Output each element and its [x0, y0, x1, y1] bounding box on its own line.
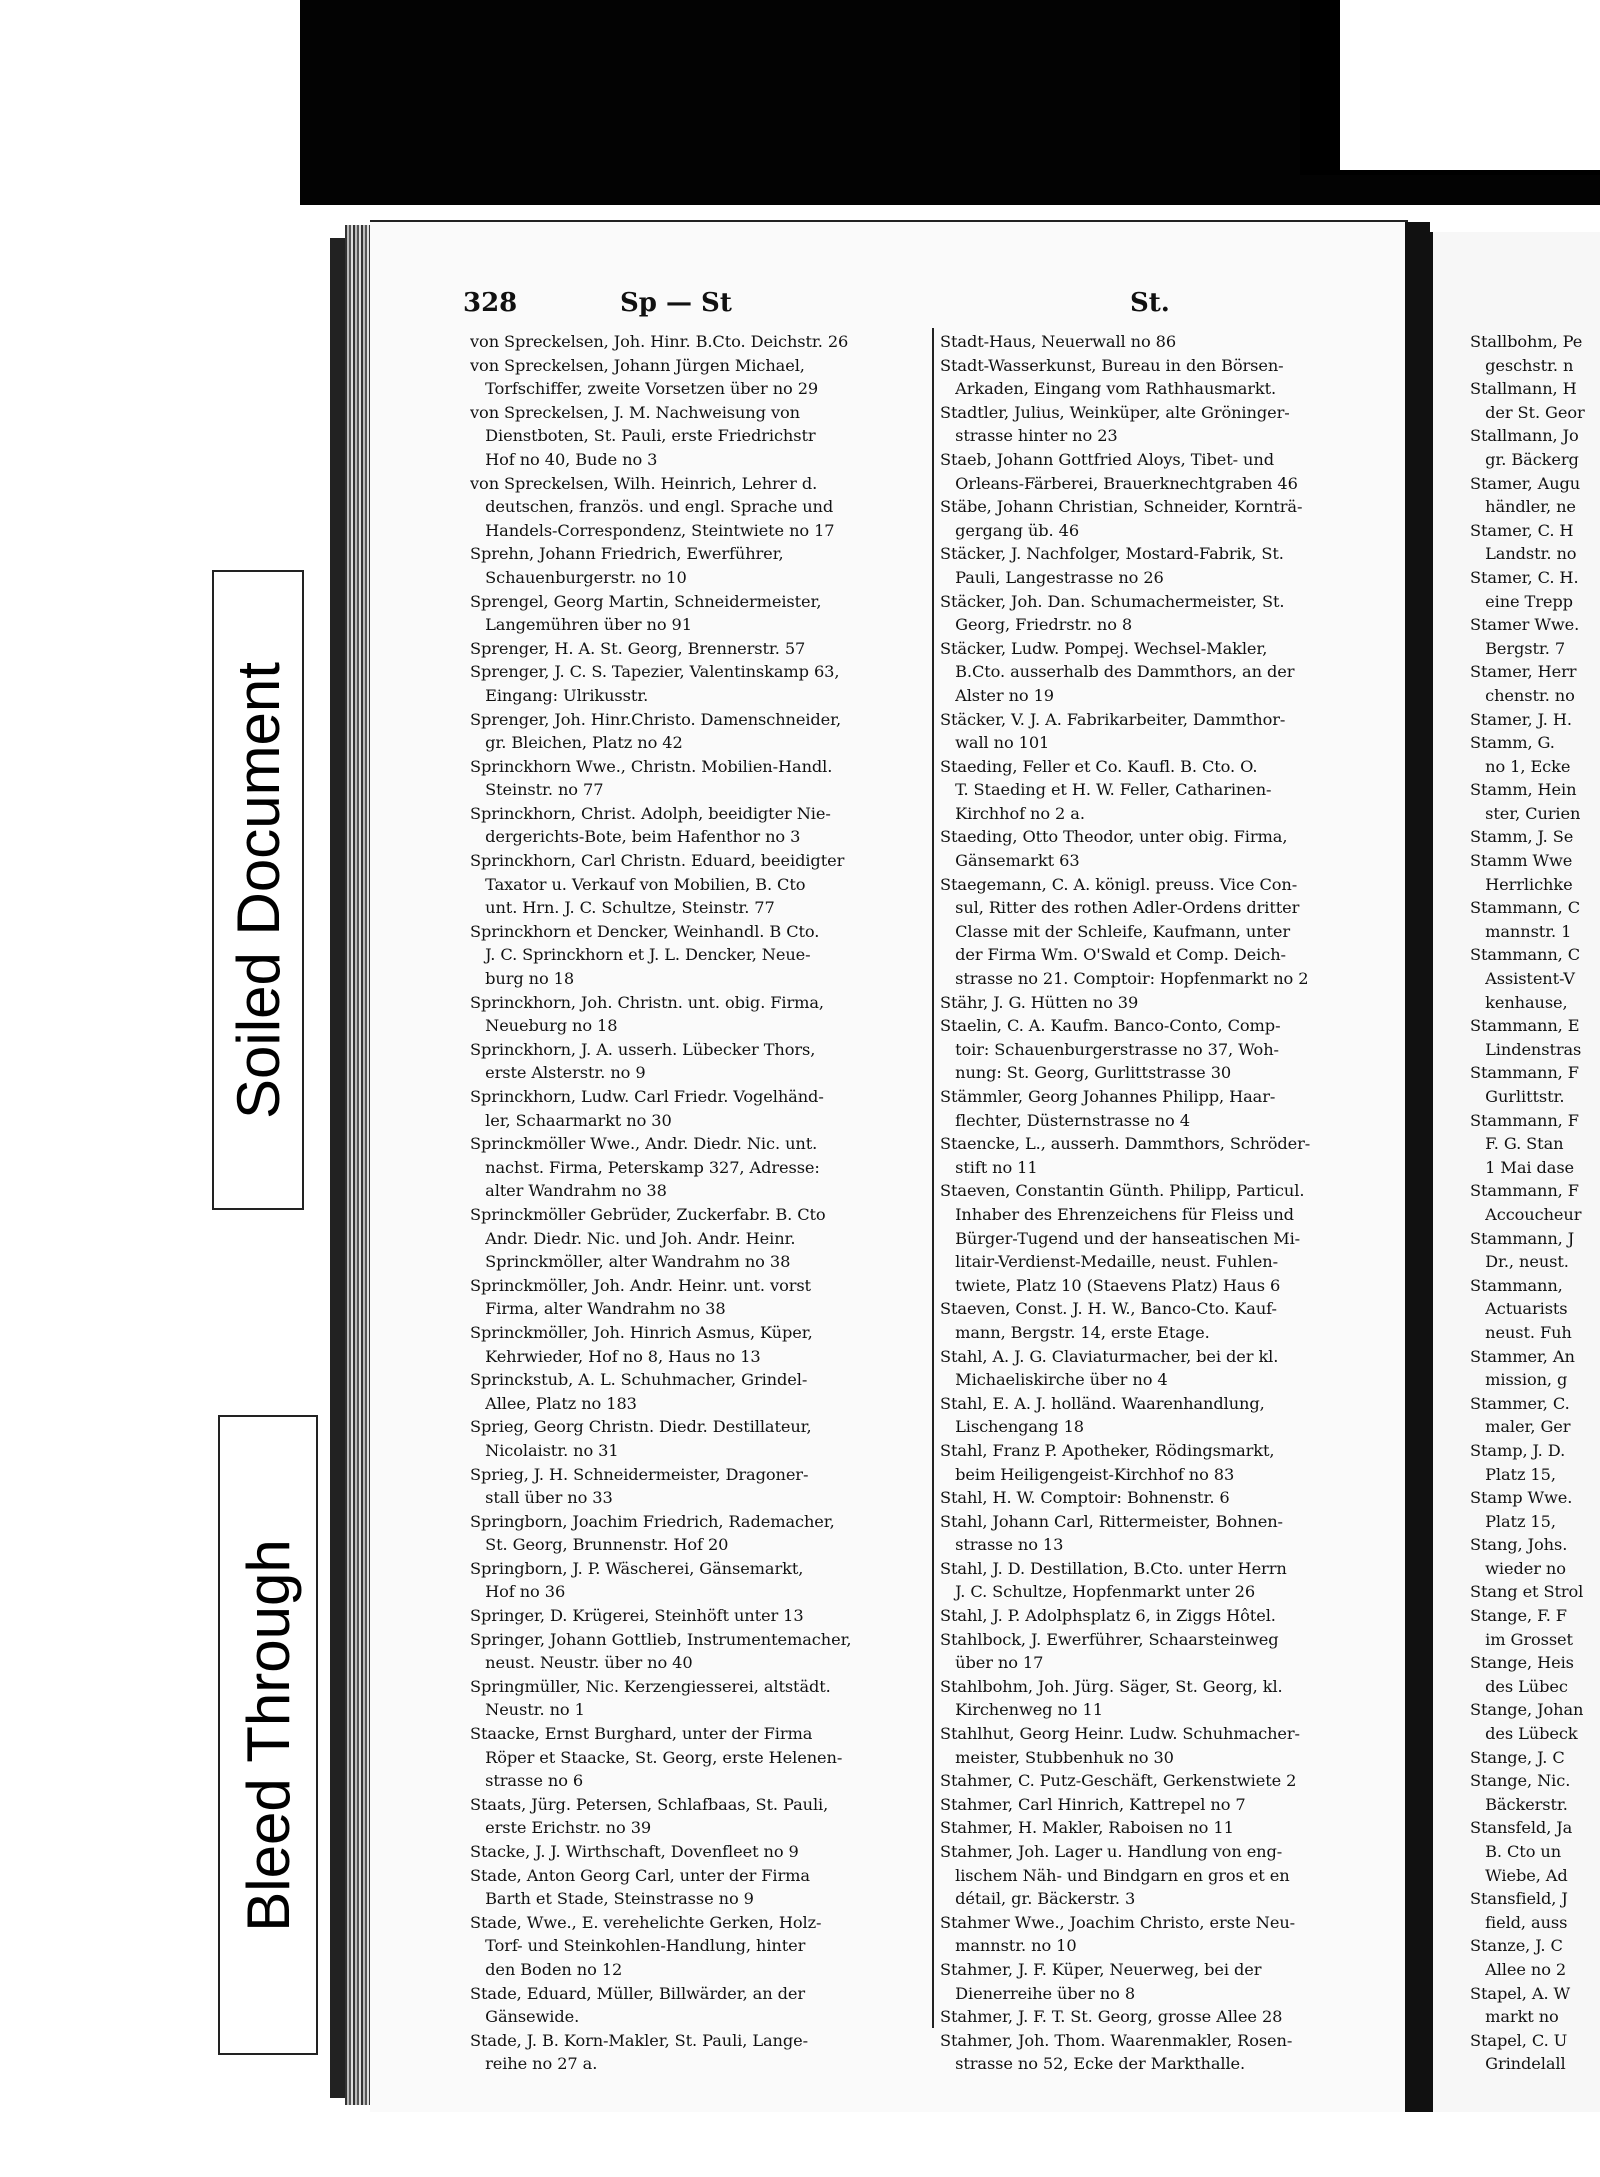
- directory-line: strasse hinter no 23: [940, 426, 1118, 446]
- directory-line: nachst. Firma, Peterskamp 327, Adresse:: [470, 1157, 820, 1177]
- directory-line: Sprieg, J. H. Schneidermeister, Dragoner-: [470, 1464, 809, 1484]
- directory-line: Staelin, C. A. Kaufm. Banco-Conto, Comp-: [940, 1016, 1281, 1036]
- directory-line: Hof no 36: [470, 1582, 566, 1602]
- directory-line: Stange, Nic.: [1470, 1771, 1571, 1791]
- directory-line: Stäcker, V. J. A. Fabrikarbeiter, Dammthor-: [940, 709, 1286, 729]
- directory-line: F. G. Stan: [1470, 1134, 1564, 1154]
- directory-line: erste Erichstr. no 39: [470, 1818, 652, 1838]
- directory-line: Dr., neust.: [1470, 1252, 1569, 1272]
- directory-line: Stade, Eduard, Müller, Billwärder, an der: [470, 1983, 805, 2003]
- directory-line: Lischengang 18: [940, 1417, 1085, 1437]
- directory-line: beim Heiligengeist-Kirchhof no 83: [940, 1464, 1235, 1484]
- directory-line: Sprinckmöller, Joh. Hinrich Asmus, Küper,: [470, 1322, 813, 1342]
- directory-line: Stammann, F: [1470, 1063, 1579, 1083]
- directory-line: strasse no 13: [940, 1535, 1064, 1555]
- directory-line: Stapel, C. U: [1470, 2030, 1568, 2050]
- directory-line: J. C. Schultze, Hopfenmarkt unter 26: [940, 1582, 1256, 1602]
- directory-line: Alster no 19: [940, 685, 1054, 705]
- directory-line: Springborn, J. P. Wäscherei, Gänsemarkt,: [470, 1558, 804, 1578]
- page-number: 328: [463, 288, 518, 318]
- directory-line: Staeven, Constantin Günth. Philipp, Particul.: [940, 1181, 1305, 1201]
- directory-line: Sprinckhorn et Dencker, Weinhandl. B Cto.: [470, 921, 820, 941]
- directory-line: eine Trepp: [1470, 591, 1573, 611]
- directory-line: des Lübeck: [1470, 1724, 1578, 1744]
- directory-line: Stamer, C. H.: [1470, 567, 1579, 587]
- directory-line: gr. Bleichen, Platz no 42: [470, 733, 683, 753]
- directory-line: détail, gr. Bäckerstr. 3: [940, 1889, 1136, 1909]
- directory-line: Kirchenweg no 11: [940, 1700, 1103, 1720]
- directory-line: Schauenburgerstr. no 10: [470, 567, 687, 587]
- directory-line: mannstr. no 10: [940, 1936, 1077, 1956]
- directory-line: Stange, J. C: [1470, 1747, 1565, 1767]
- directory-line: Stanze, J. C: [1470, 1936, 1563, 1956]
- directory-line: lischem Näh- und Bindgarn en gros et en: [940, 1865, 1290, 1885]
- directory-line: geschstr. n: [1470, 355, 1574, 375]
- directory-line: Stahl, J. P. Adolphsplatz 6, in Ziggs Hôtel.: [940, 1606, 1276, 1626]
- directory-line: Stange, Johan: [1470, 1700, 1584, 1720]
- directory-line: Stahl, J. D. Destillation, B.Cto. unter Herrn: [940, 1558, 1287, 1578]
- directory-line: Sprenger, J. C. S. Tapezier, Valentinskamp 63,: [470, 662, 840, 682]
- directory-line: Michaeliskirche über no 4: [940, 1370, 1168, 1390]
- directory-line: Stamer, C. H: [1470, 520, 1574, 540]
- directory-line: Platz 15,: [1470, 1464, 1556, 1484]
- bleed-through-label-text: Bleed Through: [234, 1538, 302, 1932]
- directory-line: Stäcker, J. Nachfolger, Mostard-Fabrik, St.: [940, 544, 1284, 564]
- directory-line: unt. Hrn. J. C. Schultze, Steinstr. 77: [470, 898, 775, 918]
- directory-line: von Spreckelsen, Johann Jürgen Michael,: [470, 355, 805, 375]
- directory-line: ster, Curien: [1470, 803, 1581, 823]
- directory-line: Stahlbock, J. Ewerführer, Schaarsteinweg: [940, 1629, 1279, 1649]
- directory-line: Dienstboten, St. Pauli, erste Friedrichstr: [470, 426, 816, 446]
- directory-line: Stapel, A. W: [1470, 1983, 1571, 2003]
- directory-line: Stahmer, J. F. T. St. Georg, grosse Allee 28: [940, 2007, 1283, 2027]
- directory-line: Stahmer, J. F. Küper, Neuerweg, bei der: [940, 1959, 1262, 1979]
- directory-line: erste Alsterstr. no 9: [470, 1063, 646, 1083]
- directory-line: Staeding, Feller et Co. Kaufl. B. Cto. O.: [940, 756, 1258, 776]
- directory-line: Stadt-Haus, Neuerwall no 86: [940, 332, 1177, 351]
- directory-line: Stahmer, C. Putz-Geschäft, Gerkenstwiete 2: [940, 1771, 1297, 1791]
- directory-line: twiete, Platz 10 (Staevens Platz) Haus 6: [940, 1275, 1281, 1295]
- directory-line: Stamer, J. H.: [1470, 709, 1572, 729]
- column-divider: [932, 328, 934, 2028]
- directory-line: Sprinckstub, A. L. Schuhmacher, Grindel-: [470, 1370, 808, 1390]
- directory-line: Stammann, F: [1470, 1181, 1579, 1201]
- directory-line: Stamm, Hein: [1470, 780, 1577, 800]
- directory-line: Sprieg, Georg Christn. Diedr. Destillateur,: [470, 1417, 812, 1437]
- directory-line: Neueburg no 18: [470, 1016, 618, 1036]
- directory-line: Neustr. no 1: [470, 1700, 585, 1720]
- directory-line: Sprinckmöller, alter Wandrahm no 38: [470, 1252, 791, 1272]
- directory-line: Allee, Platz no 183: [470, 1393, 637, 1413]
- directory-line: Staegemann, C. A. königl. preuss. Vice Con-: [940, 874, 1298, 894]
- directory-line: flechter, Düsternstrasse no 4: [940, 1110, 1190, 1130]
- directory-line: Stang, Johs.: [1470, 1535, 1568, 1555]
- directory-line: Handels-Correspondenz, Steintwiete no 17: [470, 520, 835, 540]
- directory-line: Sprinckhorn, Christ. Adolph, beeidigter Nie-: [470, 803, 831, 823]
- directory-line: Stange, Heis: [1470, 1653, 1574, 1673]
- directory-line: Steinstr. no 77: [470, 780, 604, 800]
- directory-line: der St. Geor: [1470, 402, 1585, 422]
- directory-line: Stahl, A. J. G. Claviaturmacher, bei der kl.: [940, 1346, 1279, 1366]
- directory-line: Barth et Stade, Steinstrasse no 9: [470, 1889, 754, 1909]
- directory-line: Stähr, J. G. Hütten no 39: [940, 992, 1139, 1012]
- directory-line: strasse no 6: [470, 1771, 584, 1791]
- directory-line: Stallbohm, Pe: [1470, 332, 1583, 351]
- directory-line: Kirchhof no 2 a.: [940, 803, 1085, 823]
- directory-line: Sprinckmöller Gebrüder, Zuckerfabr. B. Cto: [470, 1204, 826, 1224]
- directory-line: stall über no 33: [470, 1488, 613, 1508]
- directory-line: gergang üb. 46: [940, 520, 1080, 540]
- directory-line: strasse no 21. Comptoir: Hopfenmarkt no 2: [940, 969, 1309, 989]
- directory-line: Stahlbohm, Joh. Jürg. Säger, St. Georg, kl.: [940, 1676, 1283, 1696]
- directory-line: Stange, F. F: [1470, 1606, 1567, 1626]
- directory-line: Stammer, C.: [1470, 1393, 1570, 1413]
- directory-line: Georg, Friedrstr. no 8: [940, 615, 1133, 635]
- directory-line: reihe no 27 a.: [470, 2054, 598, 2074]
- directory-line: Sprenger, Joh. Hinr.Christo. Damenschneider,: [470, 709, 842, 729]
- directory-line: burg no 18: [470, 969, 575, 989]
- directory-line: Staeb, Johann Gottfried Aloys, Tibet- und: [940, 449, 1274, 469]
- directory-line: Springer, Johann Gottlieb, Instrumentemacher,: [470, 1629, 852, 1649]
- directory-line: St. Georg, Brunnenstr. Hof 20: [470, 1535, 729, 1555]
- directory-line: no 1, Ecke: [1470, 756, 1571, 776]
- directory-line: von Spreckelsen, Joh. Hinr. B.Cto. Deichstr. 26: [470, 332, 849, 351]
- directory-line: markt no: [1470, 2007, 1559, 2027]
- directory-line: Arkaden, Eingang vom Rathhausmarkt.: [940, 379, 1277, 399]
- directory-line: Langemühren über no 91: [470, 615, 692, 635]
- directory-line: Stansfield, J: [1470, 1889, 1568, 1909]
- directory-line: Röper et Staacke, St. Georg, erste Helenen-: [470, 1747, 843, 1767]
- directory-line: wieder no: [1470, 1558, 1566, 1578]
- directory-line: Stahmer, Carl Hinrich, Kattrepel no 7: [940, 1794, 1246, 1814]
- running-header-left: Sp — St: [620, 288, 732, 318]
- directory-line: Sprengel, Georg Martin, Schneidermeister,: [470, 591, 822, 611]
- directory-line: neust. Fuh: [1470, 1322, 1572, 1342]
- directory-line: Staeven, Const. J. H. W., Banco-Cto. Kauf-: [940, 1299, 1277, 1319]
- directory-line: Eingang: Ulrikusstr.: [470, 685, 649, 705]
- directory-column-right-partial: [1470, 330, 1600, 2076]
- soiled-document-label: [212, 570, 304, 1210]
- directory-line: Sprinckhorn, Ludw. Carl Friedr. Vogelhänd-: [470, 1087, 824, 1106]
- directory-line: den Boden no 12: [470, 1959, 623, 1979]
- directory-line: Bäckerstr.: [1470, 1794, 1568, 1814]
- directory-line: Stammer, An: [1470, 1346, 1575, 1366]
- directory-line: Staeding, Otto Theodor, unter obig. Firma,: [940, 827, 1288, 847]
- directory-line: Sprinckhorn, J. A. usserh. Lübecker Thors,: [470, 1039, 816, 1059]
- directory-line: litair-Verdienst-Medaille, neust. Fuhlen-: [940, 1252, 1278, 1272]
- page-gutter: [1405, 222, 1430, 2112]
- directory-line: mann, Bergstr. 14, erste Etage.: [940, 1322, 1210, 1342]
- directory-line: Gurlittstr.: [1470, 1087, 1565, 1106]
- directory-line: Nicolaistr. no 31: [470, 1440, 619, 1460]
- directory-line: Sprehn, Johann Friedrich, Ewerführer,: [470, 544, 784, 564]
- directory-column-middle: [940, 330, 1380, 2076]
- directory-line: Torfschiffer, zweite Vorsetzen über no 29: [470, 379, 819, 399]
- directory-line: Stamm, G.: [1470, 733, 1555, 753]
- directory-line: Stahmer, H. Makler, Raboisen no 11: [940, 1818, 1234, 1838]
- directory-line: Staats, Jürg. Petersen, Schlafbaas, St. Pauli,: [470, 1794, 829, 1814]
- directory-line: Stade, Wwe., E. verehelichte Gerken, Holz-: [470, 1912, 822, 1932]
- running-header-right: St.: [1130, 288, 1170, 318]
- directory-line: chenstr. no: [1470, 685, 1575, 705]
- directory-line: Stade, Anton Georg Carl, unter der Firma: [470, 1865, 810, 1885]
- directory-line: über no 17: [940, 1653, 1044, 1673]
- directory-line: Stahmer, Joh. Thom. Waarenmakler, Rosen-: [940, 2030, 1293, 2050]
- directory-line: B. Cto un: [1470, 1842, 1562, 1861]
- directory-line: Stamp Wwe.: [1470, 1488, 1573, 1508]
- directory-line: Dienerreihe über no 8: [940, 1983, 1136, 2003]
- directory-line: Sprinckhorn Wwe., Christn. Mobilien-Handl.: [470, 756, 833, 776]
- directory-line: neust. Neustr. über no 40: [470, 1653, 693, 1673]
- directory-line: Pauli, Langestrasse no 26: [940, 567, 1164, 587]
- directory-line: Springmüller, Nic. Kerzengiesserei, altstädt.: [470, 1676, 831, 1696]
- directory-line: Stahl, Johann Carl, Rittermeister, Bohnen-: [940, 1511, 1283, 1531]
- directory-line: Classe mit der Schleife, Kaufmann, unter: [940, 921, 1291, 941]
- directory-line: strasse no 52, Ecke der Markthalle.: [940, 2054, 1246, 2074]
- directory-line: des Lübec: [1470, 1676, 1568, 1696]
- directory-line: Stammann, F: [1470, 1110, 1579, 1130]
- directory-line: Wiebe, Ad: [1470, 1865, 1568, 1885]
- directory-line: Stammann, C: [1470, 898, 1581, 918]
- directory-line: Stahmer Wwe., Joachim Christo, erste Neu-: [940, 1912, 1296, 1932]
- directory-line: Sprinckhorn, Carl Christn. Eduard, beeidigter: [470, 851, 845, 871]
- scan-white-gap: [1340, 0, 1600, 170]
- directory-line: von Spreckelsen, J. M. Nachweisung von: [470, 402, 800, 422]
- directory-line: Stamer Wwe.: [1470, 615, 1580, 635]
- directory-line: im Grosset: [1470, 1629, 1573, 1649]
- directory-line: Stahl, E. A. J. holländ. Waarenhandlung,: [940, 1393, 1265, 1413]
- directory-line: wall no 101: [940, 733, 1050, 753]
- directory-line: Stamer, Herr: [1470, 662, 1577, 682]
- directory-line: Accoucheur: [1470, 1204, 1582, 1224]
- directory-line: kenhause,: [1470, 992, 1568, 1012]
- directory-line: T. Staeding et H. W. Feller, Catharinen-: [940, 780, 1272, 800]
- directory-line: sul, Ritter des rothen Adler-Ordens dritter: [940, 898, 1300, 918]
- directory-line: Stahlhut, Georg Heinr. Ludw. Schuhmacher-: [940, 1724, 1300, 1744]
- directory-line: Stamer, Augu: [1470, 473, 1581, 493]
- directory-line: Stahl, H. W. Comptoir: Bohnenstr. 6: [940, 1488, 1230, 1508]
- directory-line: Stade, J. B. Korn-Makler, St. Pauli, Lange-: [470, 2030, 808, 2050]
- directory-line: ler, Schaarmarkt no 30: [470, 1110, 672, 1130]
- directory-line: Stamm Wwe: [1470, 851, 1573, 871]
- directory-line: Allee no 2: [1470, 1959, 1567, 1979]
- directory-line: Assistent-V: [1470, 969, 1575, 989]
- directory-line: Taxator u. Verkauf von Mobilien, B. Cto: [470, 874, 806, 894]
- directory-line: Stammann,: [1470, 1275, 1563, 1295]
- directory-column-left: [470, 330, 928, 2076]
- directory-line: Lindenstras: [1470, 1039, 1582, 1059]
- directory-line: der Firma Wm. O'Swald et Comp. Deich-: [940, 945, 1286, 965]
- directory-line: Stammann, E: [1470, 1016, 1580, 1036]
- directory-line: von Spreckelsen, Wilh. Heinrich, Lehrer d.: [470, 473, 818, 493]
- directory-line: Stallmann, H: [1470, 379, 1577, 399]
- directory-line: Sprinckmöller, Joh. Andr. Heinr. unt. vorst: [470, 1275, 811, 1295]
- directory-line: Stang et Strol: [1470, 1582, 1584, 1602]
- directory-line: mission, g: [1470, 1370, 1568, 1390]
- directory-line: maler, Ger: [1470, 1417, 1571, 1437]
- directory-line: toir: Schauenburgerstrasse no 37, Woh-: [940, 1039, 1279, 1059]
- book-spine: [345, 225, 370, 2105]
- directory-line: Stammann, J: [1470, 1228, 1575, 1248]
- directory-line: Stamp, J. D.: [1470, 1440, 1566, 1460]
- directory-line: Torf- und Steinkohlen-Handlung, hinter: [470, 1936, 806, 1956]
- directory-line: Bergstr. 7: [1470, 638, 1566, 658]
- directory-line: Sprinckhorn, Joh. Christn. unt. obig. Firma,: [470, 992, 824, 1012]
- directory-line: Orleans-Färberei, Brauerknechtgraben 46: [940, 473, 1298, 493]
- directory-line: Hof no 40, Bude no 3: [470, 449, 658, 469]
- directory-line: meister, Stubbenhuk no 30: [940, 1747, 1174, 1767]
- directory-line: Stansfeld, Ja: [1470, 1818, 1573, 1838]
- bleed-through-label: [218, 1415, 318, 2055]
- directory-line: Sprinckmöller Wwe., Andr. Diedr. Nic. unt.: [470, 1134, 818, 1154]
- directory-line: alter Wandrahm no 38: [470, 1181, 667, 1201]
- directory-line: Andr. Diedr. Nic. und Joh. Andr. Heinr.: [470, 1228, 796, 1248]
- directory-line: Firma, alter Wandrahm no 38: [470, 1299, 726, 1319]
- directory-line: Actuarists: [1470, 1299, 1568, 1319]
- directory-line: Stäbe, Johann Christian, Schneider, Kornträ-: [940, 497, 1303, 517]
- directory-line: Gänsemarkt 63: [940, 851, 1080, 871]
- directory-line: Landstr. no: [1470, 544, 1577, 564]
- directory-line: händler, ne: [1470, 497, 1576, 517]
- directory-line: Stämmler, Georg Johannes Philipp, Haar-: [940, 1087, 1276, 1106]
- directory-line: Inhaber des Ehrenzeichens für Fleiss und: [940, 1204, 1294, 1224]
- directory-line: Springborn, Joachim Friedrich, Rademacher,: [470, 1511, 835, 1531]
- directory-line: stift no 11: [940, 1157, 1038, 1177]
- directory-line: Sprenger, H. A. St. Georg, Brennerstr. 57: [470, 638, 806, 658]
- directory-line: Herrlichke: [1470, 874, 1573, 894]
- directory-line: B.Cto. ausserhalb des Dammthors, an der: [940, 662, 1295, 682]
- directory-line: Stadtler, Julius, Weinküper, alte Gröninger-: [940, 402, 1290, 422]
- directory-line: Stamm, J. Se: [1470, 827, 1574, 847]
- directory-line: deutschen, französ. und engl. Sprache und: [470, 497, 834, 517]
- directory-line: Gänsewide.: [470, 2007, 580, 2027]
- directory-line: Stäcker, Joh. Dan. Schumachermeister, St.: [940, 591, 1285, 611]
- directory-line: Stahl, Franz P. Apotheker, Rödingsmarkt,: [940, 1440, 1275, 1460]
- directory-line: Stäcker, Ludw. Pompej. Wechsel-Makler,: [940, 638, 1268, 658]
- directory-line: nung: St. Georg, Gurlittstrasse 30: [940, 1063, 1232, 1083]
- directory-line: Stahmer, Joh. Lager u. Handlung von eng-: [940, 1842, 1283, 1861]
- book-edge: [330, 238, 346, 2098]
- directory-line: Stammann, C: [1470, 945, 1581, 965]
- directory-line: Stadt-Wasserkunst, Bureau in den Börsen-: [940, 355, 1284, 375]
- directory-line: Stallmann, Jo: [1470, 426, 1579, 446]
- directory-line: Springer, D. Krügerei, Steinhöft unter 13: [470, 1606, 804, 1626]
- directory-line: Platz 15,: [1470, 1511, 1556, 1531]
- directory-line: Kehrwieder, Hof no 8, Haus no 13: [470, 1346, 761, 1366]
- directory-line: J. C. Sprinckhorn et J. L. Dencker, Neue-: [470, 945, 811, 965]
- directory-line: Bürger-Tugend und der hanseatischen Mi-: [940, 1228, 1301, 1248]
- directory-line: 1 Mai dase: [1470, 1157, 1575, 1177]
- directory-line: Staacke, Ernst Burghard, unter der Firma: [470, 1724, 813, 1744]
- directory-line: field, auss: [1470, 1912, 1568, 1932]
- soiled-document-label-text: Soiled Document: [224, 661, 292, 1119]
- directory-line: Grindelall: [1470, 2054, 1566, 2074]
- directory-line: dergerichts-Bote, beim Hafenthor no 3: [470, 827, 801, 847]
- directory-line: Stacke, J. J. Wirthschaft, Dovenfleet no 9: [470, 1842, 799, 1861]
- directory-line: gr. Bäckerg: [1470, 449, 1579, 469]
- directory-line: Staencke, L., ausserh. Dammthors, Schröder-: [940, 1134, 1311, 1154]
- directory-line: mannstr. 1: [1470, 921, 1572, 941]
